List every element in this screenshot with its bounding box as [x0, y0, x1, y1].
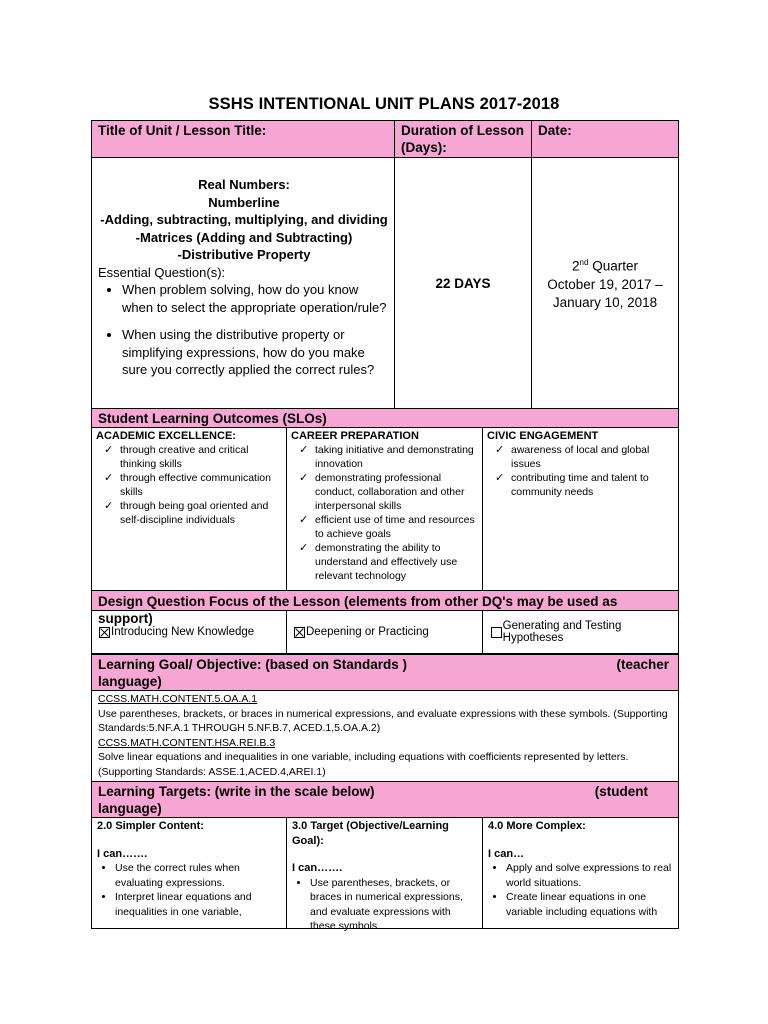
learning-targets-note-cont: language): [98, 801, 162, 816]
essential-question: • When problem solving, how do you know when to select the appropriate operation/rule?: [122, 281, 390, 316]
checkbox-unchecked-icon[interactable]: [491, 627, 502, 638]
slo-header-text: Student Learning Outcomes (SLOs): [98, 411, 327, 426]
target-item: • Create linear equations in one variable including equations with: [506, 890, 673, 919]
slo-header: [91, 408, 679, 428]
learning-goal-header: [91, 654, 679, 691]
target-list: [488, 861, 673, 919]
duration-label: Duration of Lesson (Days):: [401, 123, 525, 155]
unit-title-line: Numberline: [208, 194, 280, 210]
checkbox-checked-icon[interactable]: [99, 627, 110, 638]
target-list: [97, 861, 281, 919]
learning-targets-title: Learning Targets: (write in the scale below): [98, 784, 375, 799]
target-list: [292, 876, 477, 934]
slo-item: ✓ demonstrating professional conduct, collaboration and other interpersonal skills: [299, 471, 478, 513]
slo-column-heading: CAREER PREPARATION: [291, 430, 419, 442]
learning-targets-header: [91, 781, 679, 818]
slo-item: ✓ through being goal oriented and self-discipline individuals: [104, 499, 282, 527]
target-item: • Apply and solve expressions to real world situations.: [506, 861, 673, 890]
slo-item: ✓ taking initiative and demonstrating innovation: [299, 443, 478, 471]
standard-code: CCSS.MATH.CONTENT.HSA.REI.B.3: [98, 736, 276, 749]
target-heading: 3.0 Target (Objective/Learning Goal):: [292, 820, 449, 847]
date-label-cell: [531, 120, 679, 158]
target-item: • Interpret linear equations and inequalities in one variable,: [115, 890, 281, 919]
unit-title: [98, 176, 390, 264]
slo-column-heading: ACADEMIC EXCELLENCE:: [96, 430, 236, 442]
checkbox-checked-icon[interactable]: [294, 627, 305, 638]
slo-item: ✓ through creative and critical thinking skills: [104, 443, 282, 471]
unit-title-line: -Distributive Property: [177, 247, 311, 262]
i-can-label: I can…….: [97, 847, 148, 860]
standard-text: Use parentheses, brackets, or braces in numerical expressions, and evaluate expressions with these symbols. (Supporting Standards:5.NF.A.1 THROUGH 5.NF.B.7, ACED.1,5.OA.A.2): [98, 707, 668, 734]
slo-column-civic: [482, 427, 679, 591]
standard-code: CCSS.MATH.CONTENT.5.OA.A.1: [98, 693, 258, 705]
slo-list: [291, 443, 478, 583]
i-can-label: I can…: [488, 847, 525, 860]
slo-column-academic: [91, 427, 287, 591]
design-option-cell: [286, 610, 483, 654]
date-cell: [531, 157, 679, 409]
design-question-text: Design Question Focus of the Lesson (elements from other DQ's may be used as support): [98, 594, 618, 626]
document-title: SSHS INTENTIONAL UNIT PLANS 2017-2018: [208, 95, 560, 113]
essential-question-list: [98, 281, 390, 379]
slo-item: ✓ awareness of local and global issues: [495, 443, 674, 471]
slo-item: ✓ through effective communication skills: [104, 471, 282, 499]
unit-title-line: -Adding, subtracting, multiplying, and dividing: [100, 212, 388, 227]
title-label-cell: [91, 120, 395, 158]
target-heading: 2.0 Simpler Content:: [97, 820, 204, 832]
target-column-complex: [482, 817, 679, 929]
design-option-cell: [482, 610, 679, 654]
unit-title-line: -Matrices (Adding and Subtracting): [135, 229, 353, 245]
unit-title-line: Real Numbers:: [198, 177, 290, 192]
quarter-number: 2: [572, 258, 580, 274]
learning-goal-note: (teacher: [616, 657, 669, 672]
duration-label-cell: [394, 120, 532, 158]
learning-goal-note-cont: language): [98, 674, 162, 689]
learning-targets-note: (student: [594, 784, 648, 799]
design-option-label: Introducing New Knowledge: [111, 626, 255, 638]
essential-question: • When using the distributive property or simplifying expressions, how do you make sure you correctly applied the correct rules?: [122, 326, 390, 379]
standard-text: Solve linear equations and inequalities in one variable, including equations with coefficients represented by letters.: [98, 751, 629, 763]
slo-column-career: [286, 427, 483, 591]
target-heading: 4.0 More Complex:: [488, 820, 586, 832]
slo-list: [487, 443, 674, 499]
title-label: Title of Unit / Lesson Title:: [98, 123, 267, 138]
duration-cell: [394, 157, 532, 409]
quarter-label: Quarter: [588, 258, 638, 274]
date-label: Date:: [538, 123, 572, 138]
date-value: [532, 254, 678, 312]
i-can-label: I can…….: [292, 862, 343, 874]
slo-list: [96, 443, 282, 527]
slo-column-heading: CIVIC ENGAGEMENT: [487, 430, 599, 442]
essential-question-label: Essential Question(s):: [98, 264, 226, 280]
unit-title-cell: [91, 157, 395, 409]
supporting-standards: (Supporting Standards: ASSE.1,ACED.4,AREI.1): [98, 765, 326, 778]
learning-goal-title: Learning Goal/ Objective: (based on Standards ): [98, 657, 408, 672]
duration-value: 22 DAYS: [435, 275, 491, 291]
slo-item: ✓ contributing time and talent to community needs: [495, 471, 674, 499]
slo-item: ✓ efficient use of time and resources to achieve goals: [299, 513, 478, 541]
slo-item: ✓ demonstrating the ability to understand and effectively use relevant technology: [299, 541, 478, 583]
date-range: October 19, 2017 – January 10, 2018: [547, 276, 663, 310]
target-column-target: [286, 817, 483, 932]
design-option-label: Generating and Testing Hypotheses: [502, 620, 622, 644]
design-question-header: [91, 590, 679, 626]
target-item: • Use parentheses, brackets, or braces in numerical expressions, and evaluate expressions with these symbols.: [310, 876, 477, 934]
quarter-suffix: nd: [579, 258, 589, 268]
design-option-label: Deepening or Practicing: [306, 626, 429, 638]
target-column-simpler: [91, 817, 287, 929]
learning-goal-body: [91, 690, 679, 782]
target-item: • Use the correct rules when evaluating expressions.: [115, 861, 281, 890]
design-option-cell: [91, 610, 287, 654]
